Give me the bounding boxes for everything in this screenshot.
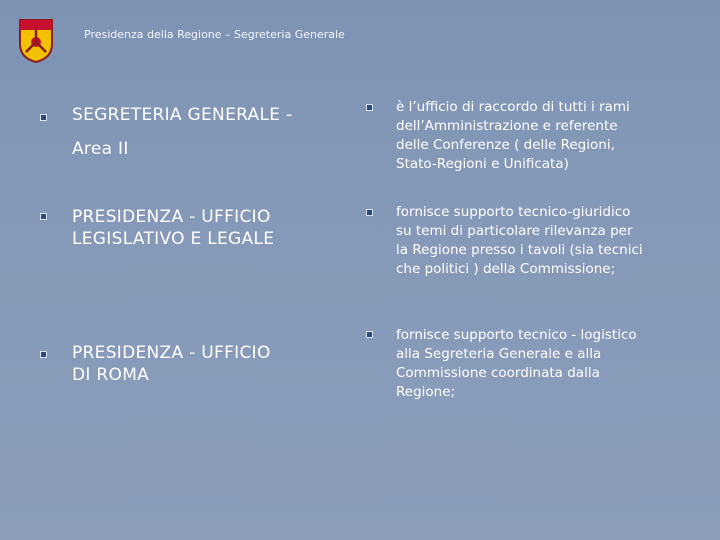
bullet-icon: [366, 209, 373, 216]
description-line: alla Segreteria Generale e alla: [396, 346, 602, 362]
list-item-line: DI ROMA: [72, 365, 150, 385]
description-line: su temi di particolare rilevanza per: [396, 223, 633, 239]
bullet-icon: [40, 114, 47, 121]
description-segreteria: [396, 98, 676, 174]
sicily-coat-of-arms-icon: [16, 16, 56, 64]
description-line: fornisce supporto tecnico - logistico: [396, 327, 637, 343]
description-line: Regione;: [396, 384, 456, 400]
description-line: fornisce supporto tecnico-giuridico: [396, 204, 631, 220]
description-line: Stato-Regioni e Unificata): [396, 156, 569, 172]
description-roma: [396, 326, 676, 402]
list-item-line: PRESIDENZA - UFFICIO: [72, 343, 271, 363]
bullet-icon: [40, 351, 47, 358]
list-item-legislativo: [72, 206, 342, 250]
list-item-roma: [72, 342, 342, 386]
description-line: dell’Amministrazione e referente: [396, 118, 618, 134]
description-line: delle Conferenze ( delle Regioni,: [396, 137, 615, 153]
bullet-icon: [40, 213, 47, 220]
list-item-line: PRESIDENZA - UFFICIO: [72, 207, 271, 227]
list-item-line: SEGRETERIA GENERALE -: [72, 105, 293, 125]
page-header-title: Presidenza della Regione – Segreteria Generale: [84, 28, 345, 41]
description-line: la Regione presso i tavoli (sia tecnici: [396, 242, 643, 258]
description-line: che politici ) della Commissione;: [396, 261, 616, 277]
bullet-icon: [366, 331, 373, 338]
list-item-segreteria: [72, 104, 342, 160]
description-line: Commissione coordinata dalla: [396, 365, 600, 381]
description-legislativo: [396, 203, 676, 279]
description-line: è l’ufficio di raccordo di tutti i rami: [396, 99, 630, 115]
list-item-line: LEGISLATIVO E LEGALE: [72, 229, 275, 249]
list-item-line: Area II: [72, 139, 129, 159]
bullet-icon: [366, 104, 373, 111]
